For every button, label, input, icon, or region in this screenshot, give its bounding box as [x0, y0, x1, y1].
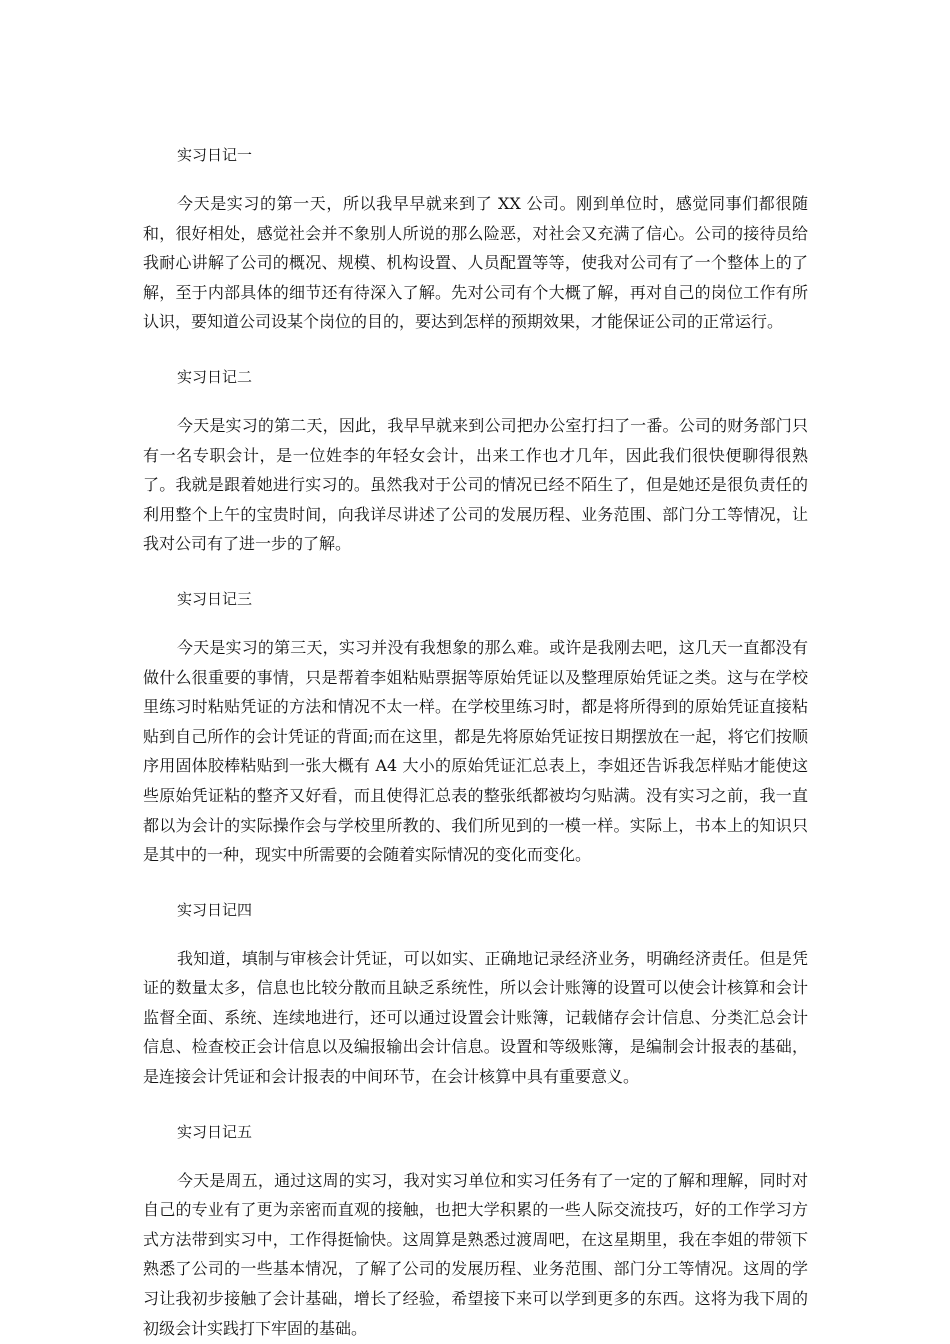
entry-body: 今天是实习的第一天，所以我早早就来到了 XX 公司。刚到单位时，感觉同事们都很随和，很好相处，感觉社会并不象别人所说的那么险恶，对社会又充满了信心。公司的接待员给我耐心讲解了公司的概况、规模、机构设置、人员配置等等，使我对公司有了一个整体上的了解，至于内部具体的细节还有待深入了解。先对公司有个大概了解，再对自己的岗位工作有所认识，要知道公司设某个岗位的目的，要达到怎样的预期效果，才能保证公司的正常运行。	[143, 194, 808, 332]
entry-body: 今天是实习的第三天，实习并没有我想象的那么难。或许是我刚去吧，这几天一直都没有做什么很重要的事情，只是帮着李姐粘贴票据等原始凭证以及整理原始凭证之类。这与在学校里练习时粘贴凭证的方法和情况不太一样。在学校里练习时，都是将所得到的原始凭证直接粘贴到自己所作的会计凭证的背面;而在这里，都是先将原始凭证按日期摆放在一起，将它们按顺序用固体胶棒粘贴到一张大概有 A4 大小的原始凭证汇总表上，李姐还告诉我怎样贴才能使这些原始凭证粘的整齐又好看，而且使得汇总表的整张纸都被均匀贴满。没有实习之前，我一直都以为会计的实际操作会与学校里所教的、我们所见到的一模一样。实际上，书本上的知识只是其中的一种，现实中所需要的会随着实际情况的变化而变化。	[143, 637, 808, 865]
entry-title: 实习日记五	[177, 1122, 253, 1141]
entry-title: 实习日记一	[177, 146, 253, 164]
document-page	[143, 140, 808, 1343]
entry-title: 实习日记二	[177, 367, 253, 386]
entry-body: 我知道，填制与审核会计凭证，可以如实、正确地记录经济业务，明确经济责任。但是凭证的数量太多，信息也比较分散而且缺乏系统性，所以会计账簿的设置可以使会计核算和会计监督全面、系统、连续地进行，还可以通过设置会计账簿，记载储存会计信息、分类汇总会计信息、检查校正会计信息以及编报输出会计信息。设置和等级账簿，是编制会计报表的基础，是连接会计凭证和会计报表的中间环节，在会计核算中具有重要意义。	[143, 948, 808, 1087]
diary-entry-3	[143, 584, 808, 895]
diary-entry-5	[143, 1117, 808, 1344]
diary-entry-4	[143, 895, 808, 1117]
entry-title: 实习日记四	[177, 900, 253, 919]
diary-entry-1	[143, 140, 808, 362]
entry-title: 实习日记三	[177, 589, 253, 608]
diary-entry-2	[143, 362, 808, 584]
entry-body: 今天是实习的第二天，因此，我早早就来到公司把办公室打扫了一番。公司的财务部门只有一名专职会计，是一位姓李的年轻女会计，出来工作也才几年，因此我们很快便聊得很熟了。我就是跟着她进行实习的。虽然我对于公司的情况已经不陌生了，但是她还是很负责任的利用整个上午的宝贵时间，向我详尽讲述了公司的发展历程、业务范围、部门分工等情况，让我对公司有了进一步的了解。	[143, 415, 808, 554]
entry-body: 今天是周五，通过这周的实习，我对实习单位和实习任务有了一定的了解和理解，同时对自己的专业有了更为亲密而直观的接触，也把大学积累的一些人际交流技巧，好的工作学习方式方法带到实习中，工作得挺愉快。这周算是熟悉过渡周吧，在这星期里，我在李姐的带领下熟悉了公司的一些基本情况，了解了公司的发展历程、业务范围、部门分工等情况。这周的学习让我初步接触了会计基础，增长了经验，希望接下来可以学到更多的东西。这将为我下周的初级会计实践打下牢固的基础。	[143, 1170, 808, 1338]
